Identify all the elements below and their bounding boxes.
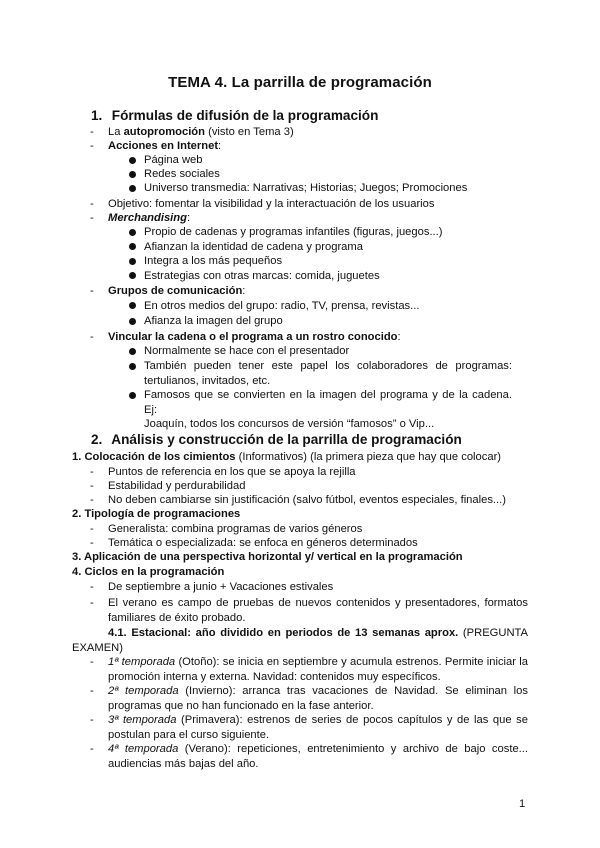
- sub-item: Propio de cadenas y programas infantiles (figuras, juegos...): [144, 226, 443, 238]
- dash-marker: -: [90, 331, 94, 343]
- temporada-item: 4ª temporada (Verano): repeticiones, entretenimiento y archivo de bajo coste... audiencias más bajas del año.: [108, 743, 528, 770]
- dash-marker: -: [90, 480, 94, 492]
- sub-item: Famosos que se convierten en la imagen del programa y de la cadena. Ej: Joaquín, todos los concursos de versión “famosos” o Vip...: [144, 389, 512, 430]
- list-item-grupos: Grupos de comunicación:: [108, 285, 246, 297]
- list-item: Puntos de referencia en los que se apoya la rejilla: [108, 466, 356, 478]
- dash-marker: -: [90, 656, 94, 668]
- dash-marker: -: [90, 212, 94, 224]
- bullet-icon: [129, 272, 136, 279]
- sub-item: Integra a los más pequeños: [144, 255, 283, 267]
- bullet-icon: [129, 392, 136, 399]
- section2-number: 2.: [91, 432, 103, 447]
- dash-marker: -: [90, 140, 94, 152]
- dash-marker: -: [90, 466, 94, 478]
- subsection-heading: 2. Tipología de programaciones: [72, 508, 241, 520]
- subsection-heading: 4.1. Estacional: año dividido en periodos de 13 semanas aprox. (PREGUNTA EXAMEN): [72, 627, 528, 654]
- section1-heading: 1. Fórmulas de difusión de la programación: [91, 108, 379, 123]
- sub-item: En otros medios del grupo: radio, TV, prensa, revistas...: [144, 300, 420, 312]
- section1-number: 1.: [91, 108, 103, 123]
- list-item: Estabilidad y perdurabilidad: [108, 480, 246, 492]
- temporada-item: 3ª temporada (Primavera): estrenos de series de pocos capítulos y de las que se postulan para el curso siguiente.: [108, 714, 528, 741]
- list-item-vincular: Vincular la cadena o el programa a un rostro conocido:: [108, 331, 401, 343]
- subsection-heading: 1. Colocación de los cimientos (Informativos) (la primera pieza que hay que colocar): [72, 451, 502, 463]
- temporada-item: 2ª temporada (Invierno): arranca tras vacaciones de Navidad. Se eliminan los programas que no han funcionado en la fase anterior.: [108, 685, 528, 712]
- bullet-icon: [129, 363, 136, 370]
- list-item: Temática o especializada: se enfoca en géneros determinados: [108, 537, 418, 549]
- bullet-icon: [129, 229, 136, 236]
- dash-marker: -: [90, 537, 94, 549]
- bullet-icon: [129, 348, 136, 355]
- list-item: Generalista: combina programas de varios géneros: [108, 523, 363, 535]
- sub-item: Redes sociales: [144, 168, 220, 180]
- dash-marker: -: [90, 685, 94, 697]
- document-title: TEMA 4. La parrilla de programación: [168, 74, 432, 91]
- dash-marker: -: [90, 523, 94, 535]
- bullet-icon: [129, 318, 136, 325]
- bullet-icon: [129, 157, 136, 164]
- list-item-merchandising: Merchandising:: [108, 212, 191, 224]
- section2-heading: 2. Análisis y construcción de la parrilla de programación: [91, 432, 462, 447]
- dash-marker: -: [90, 581, 94, 593]
- dash-marker: -: [90, 494, 94, 506]
- sub-item: Afianzan la identidad de cadena y programa: [144, 241, 363, 253]
- dash-marker: -: [90, 285, 94, 297]
- page-number: 1: [519, 798, 526, 810]
- bullet-icon: [129, 243, 136, 250]
- list-item-internet: Acciones en Internet:: [108, 140, 222, 152]
- sub-item: Normalmente se hace con el presentador: [144, 345, 350, 357]
- bullet-icon: [129, 171, 136, 178]
- list-item-objetivo: Objetivo: fomentar la visibilidad y la interactuación de los usuarios: [108, 198, 435, 210]
- dash-marker: -: [90, 743, 94, 755]
- subsection-heading: 4. Ciclos en la programación: [72, 566, 225, 578]
- list-item: De septiembre a junio + Vacaciones estivales: [108, 581, 334, 593]
- dash-marker: -: [90, 714, 94, 726]
- sub-item: También pueden tener este papel los colaboradores de programas: tertulianos, invitados, etc.: [144, 360, 512, 387]
- dash-marker: -: [90, 597, 94, 609]
- sub-item: Página web: [144, 154, 203, 166]
- temporada-item: 1ª temporada (Otoño): se inicia en septiembre y acumula estrenos. Permite iniciar la promoción interna y externa. Navidad: contenidos muy específicos.: [108, 656, 528, 683]
- sub-item: Estrategias con otras marcas: comida, juguetes: [144, 270, 380, 282]
- list-item: No deben cambiarse sin justificación (salvo fútbol, eventos especiales, finales...): [108, 494, 506, 506]
- bullet-icon: [129, 258, 136, 265]
- sub-item: Universo transmedia: Narrativas; Historias; Juegos; Promociones: [144, 182, 468, 194]
- list-item: El verano es campo de pruebas de nuevos contenidos y presentadores, formatos familiares de éxito probado.: [108, 597, 528, 624]
- list-item-autopromocion: La autopromoción (visto en Tema 3): [108, 126, 294, 138]
- bullet-icon: [129, 185, 136, 192]
- dash-marker: -: [90, 198, 94, 210]
- sub-item: Afianza la imagen del grupo: [144, 315, 283, 327]
- bullet-icon: [129, 302, 136, 309]
- dash-marker: -: [90, 126, 94, 138]
- subsection-heading: 3. Aplicación de una perspectiva horizontal y/ vertical en la programación: [72, 551, 463, 563]
